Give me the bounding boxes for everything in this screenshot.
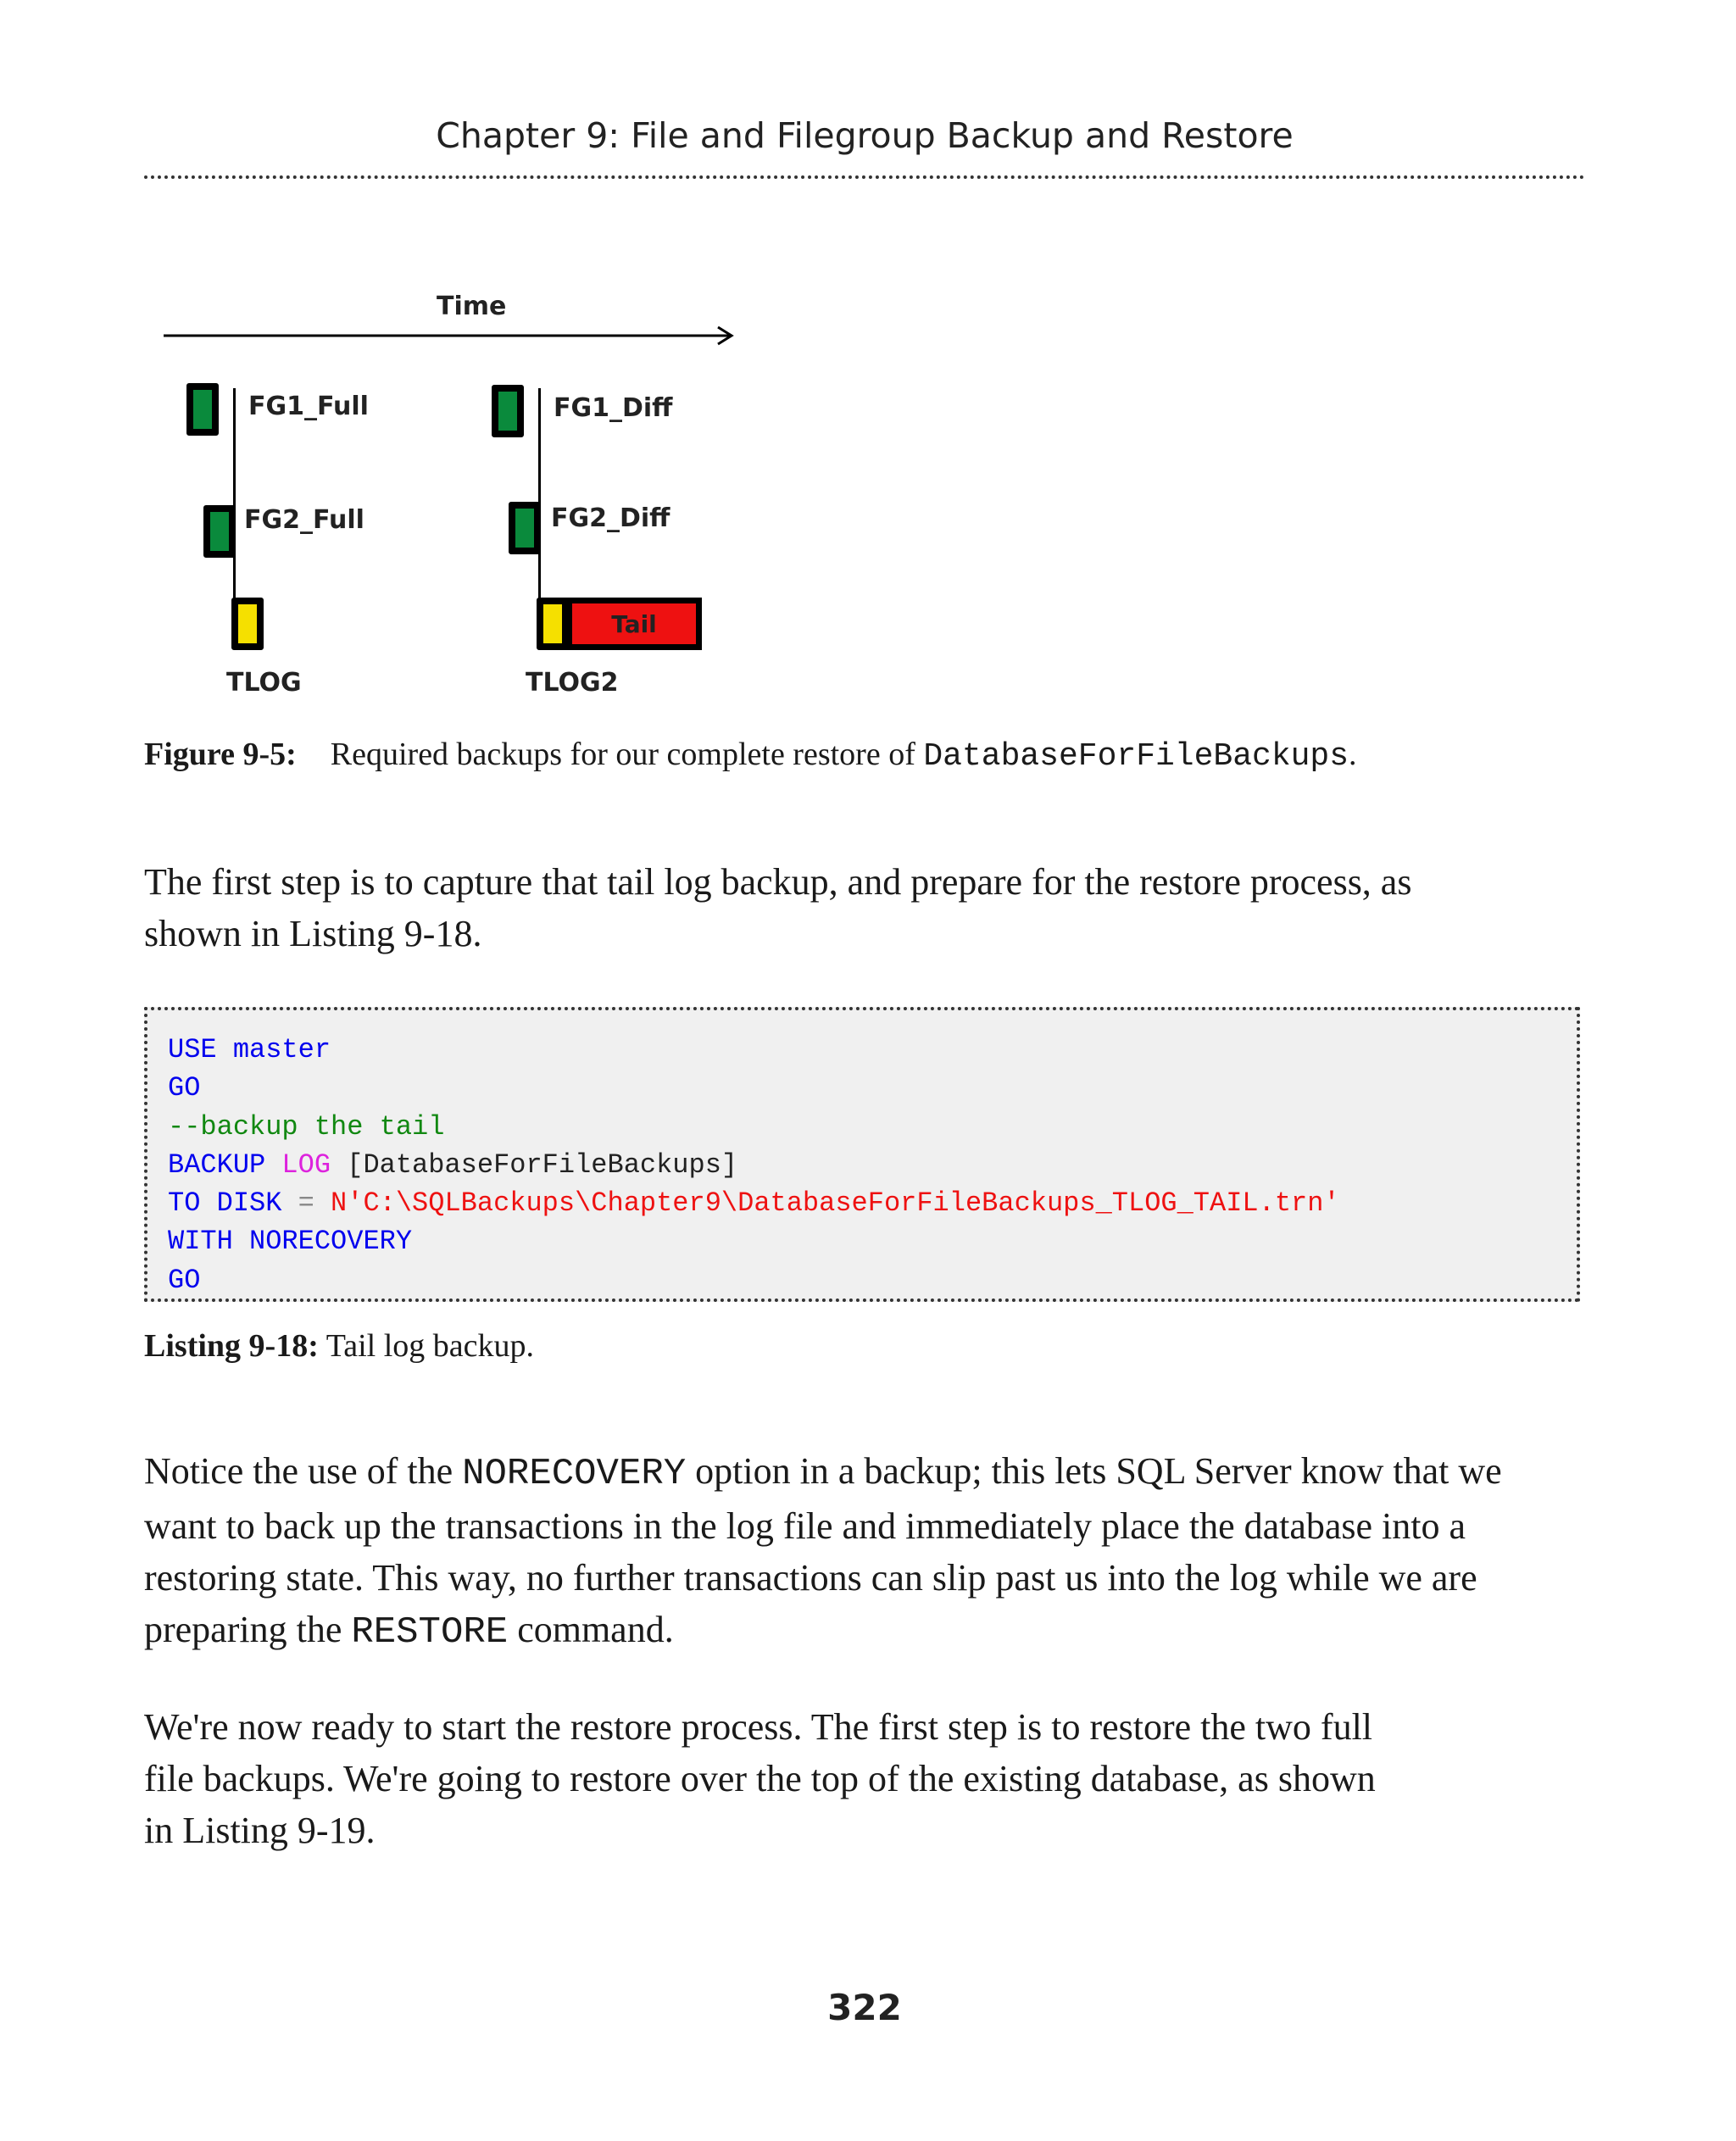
code-to-disk: TO DISK: [168, 1187, 282, 1220]
paragraph-3: [144, 1701, 1602, 1856]
code-db-name: [DatabaseForFileBackups]: [347, 1148, 738, 1181]
page-number: 322: [827, 1987, 902, 2028]
fg2-diff-label: FG2_Diff: [551, 503, 670, 533]
listing-caption-text: Tail log backup.: [326, 1328, 535, 1364]
fg1-full-label: FG1_Full: [248, 392, 369, 421]
tlog-label: TLOG: [226, 668, 302, 698]
paragraph-2-line-4: [144, 1604, 1602, 1659]
code-equals: =: [298, 1187, 314, 1220]
fg1-diff-block: [492, 385, 524, 437]
tlog2-label: TLOG2: [526, 668, 619, 698]
time-arrow: [157, 322, 750, 348]
fg2-diff-block: [509, 502, 541, 554]
p2-l4-text-b: command.: [508, 1609, 674, 1650]
paragraph-2-line-2: want to back up the transactions in the log file and immediately place the database into a: [144, 1505, 1466, 1547]
code-go-1: GO: [168, 1072, 201, 1104]
figure-caption-label: Figure 9-5:: [144, 737, 297, 772]
code-path-string: N'C:\SQLBackups\Chapter9\DatabaseForFileBackups_TLOG_TAIL.trn': [331, 1187, 1340, 1220]
fg2-full-label: FG2_Full: [244, 505, 364, 535]
code-listing: [144, 1007, 1580, 1302]
p2-l1-text-a: Notice the use of the: [144, 1450, 463, 1492]
code-backup: BACKUP: [168, 1148, 266, 1181]
fg1-diff-label: FG1_Diff: [554, 393, 673, 423]
p2-restore-code: RESTORE: [351, 1611, 509, 1654]
paragraph-3-line-3: in Listing 9-19.: [144, 1810, 376, 1851]
paragraph-2-line-3: restoring state. This way, no further transactions can slip past us into the log while we are: [144, 1557, 1477, 1599]
fg1-full-block: [186, 383, 219, 436]
paragraph-1-line-2: shown in Listing 9-18.: [144, 913, 482, 954]
figure-caption-end: .: [1349, 737, 1357, 772]
listing-caption-label: Listing 9-18:: [144, 1328, 319, 1364]
tlog2-block: [537, 598, 569, 650]
tail-block: Tail: [566, 598, 702, 650]
paragraph-1: [144, 856, 1602, 959]
code-use-master: USE master: [168, 1034, 331, 1065]
listing-caption: [144, 1327, 534, 1365]
code-with-norecovery: WITH NORECOVERY: [168, 1226, 413, 1258]
tlog-block: [231, 598, 264, 650]
time-label: Time: [437, 292, 507, 321]
header-rule: [144, 175, 1585, 179]
code-go-2: GO: [168, 1264, 201, 1296]
paragraph-1-line-1: The first step is to capture that tail log backup, and prepare for the restore process, as: [144, 861, 1412, 903]
paragraph-3-line-1: We're now ready to start the restore process. The first step is to restore the two full: [144, 1706, 1373, 1748]
figure-caption-text: Required backups for our complete restore of: [330, 737, 924, 772]
p2-l1-text-b: option in a backup; this lets SQL Server know that we: [686, 1450, 1502, 1492]
figure-caption-code: DatabaseForFileBackups: [923, 738, 1349, 775]
backup-timeline-diagram: [157, 288, 750, 712]
paragraph-2-line-1: [144, 1445, 1602, 1500]
running-header: Chapter 9: File and Filegroup Backup and Restore: [436, 115, 1294, 156]
paragraph-2: [144, 1445, 1602, 1659]
p2-l4-text-a: preparing the: [144, 1609, 352, 1650]
fg2-full-block: [203, 505, 236, 558]
code-log: LOG: [281, 1148, 331, 1181]
p2-norecovery-code: NORECOVERY: [462, 1453, 687, 1495]
code-comment: --backup the tail: [168, 1110, 445, 1143]
figure-caption: [144, 736, 1357, 775]
paragraph-3-line-2: file backups. We're going to restore over the top of the existing database, as shown: [144, 1758, 1376, 1799]
